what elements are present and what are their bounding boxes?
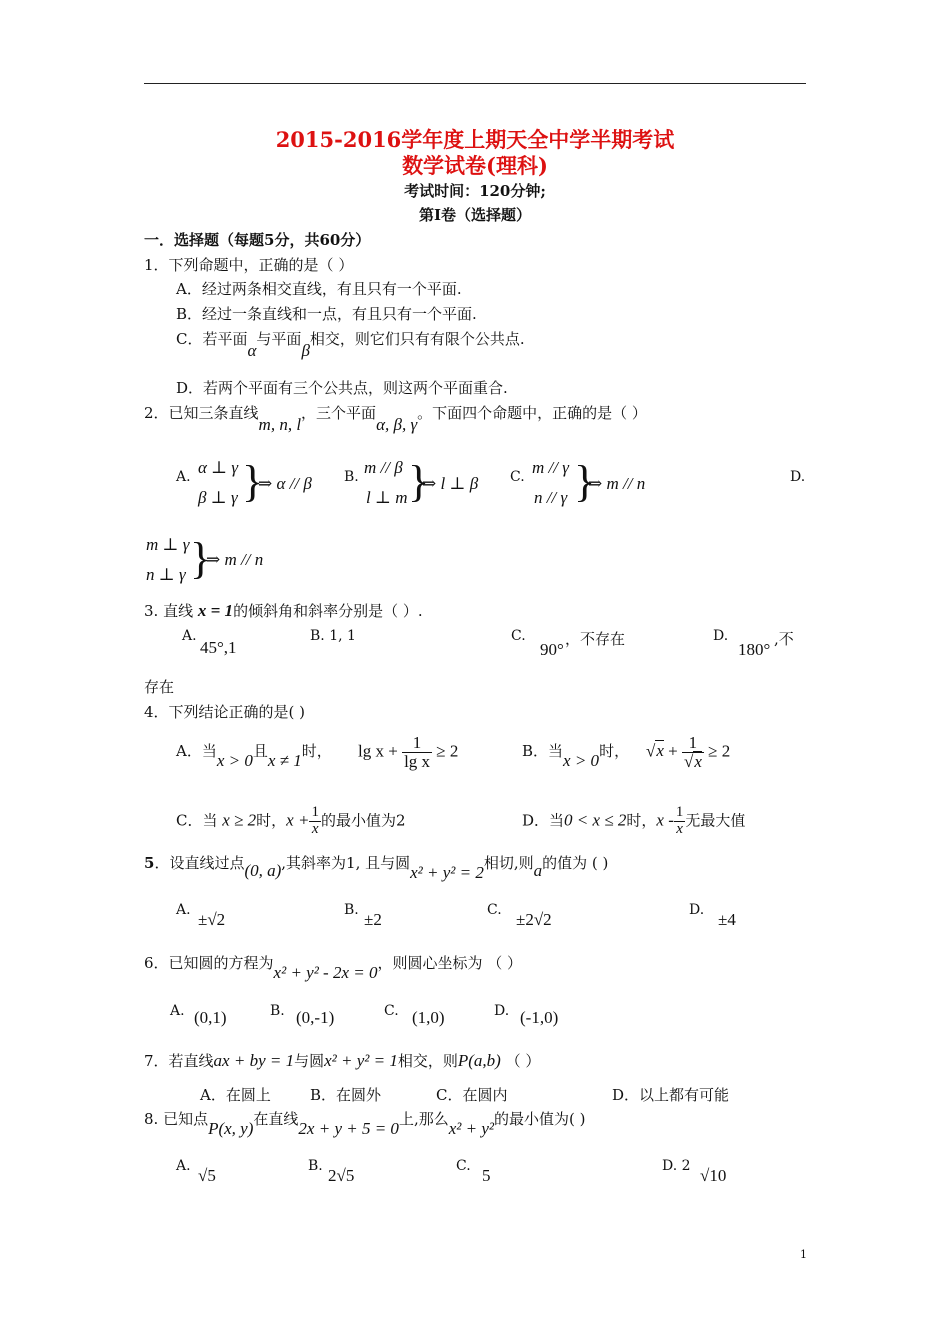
q6-b-label: B. xyxy=(270,1003,285,1019)
q1-option-a: A．经过两条相交直线，有且只有一个平面. xyxy=(176,280,462,298)
q3-a-value: 45°,1 xyxy=(200,638,237,657)
q8-c-label: C. xyxy=(456,1158,471,1174)
q1-stem: 1．下列命题中，正确的是（ ） xyxy=(144,256,354,274)
q6-a-label: A. xyxy=(170,1003,185,1019)
q2-a-result: ⇒ α // β xyxy=(258,474,312,493)
q7-option-a: A．在圆上 xyxy=(200,1086,271,1104)
q1-option-c: C．若平面α与平面β相交，则它们只有有限个公共点. xyxy=(176,330,525,360)
q1-option-d: D．若两个平面有三个公共点，则这两个平面重合. xyxy=(176,379,508,397)
q1-option-b: B．经过一条直线和一点，有且只有一个平面. xyxy=(176,305,477,323)
q5-a-label: A. xyxy=(176,902,191,918)
q7-option-c: C．在圆内 xyxy=(436,1086,508,1104)
q2-d-brace: } xyxy=(190,534,212,583)
q2-a-brace: } xyxy=(242,457,264,506)
q2-c-top: m // γ xyxy=(532,458,569,477)
q7-option-d: D．以上都有可能 xyxy=(612,1086,730,1104)
q8-b-value: 2√5 xyxy=(328,1166,355,1185)
q7-option-b: B．在圆外 xyxy=(310,1086,382,1104)
section-heading: 一．选择题（每题5分，共60分） xyxy=(144,231,371,249)
q6-b-value: (0,-1) xyxy=(296,1008,335,1027)
q3-d-label: D. xyxy=(713,628,729,644)
q2-a-top: α ⊥ γ xyxy=(198,458,239,477)
exam-time: 考试时间：120分钟; xyxy=(404,182,546,200)
q2-d-result: ⇒ m // n xyxy=(206,550,264,569)
q8-a-value: √5 xyxy=(198,1166,216,1185)
q2-b-label: B. xyxy=(344,469,359,485)
exam-title: 2015-2016学年度上期天全中学半期考试 xyxy=(275,127,675,152)
q5-a-value: ±√2 xyxy=(198,910,226,929)
header-rule xyxy=(144,83,806,84)
q2-d-label: D. xyxy=(790,469,806,485)
q3-c-text: ，不存在 xyxy=(565,630,626,648)
q4-option-d: D．当0 < x ≤ 2时，x - $\frac{1}{x}$ 无最大值 xyxy=(522,804,746,837)
q6-stem: 6．已知圆的方程为x² + y² - 2x = 0，则圆心坐标为 （ ） xyxy=(144,954,523,982)
q2-c-label: C. xyxy=(510,469,525,485)
q4-option-b: B．当x > 0时， xyxy=(522,742,630,770)
q2-c-brace: } xyxy=(574,457,596,506)
q5-c-value: ±2√2 xyxy=(516,910,552,929)
q2-a-bottom: β ⊥ γ xyxy=(198,488,238,507)
q4-option-c: C．当 x ≥ 2时，x + $\frac{1}{x}$ 的最小值为2 xyxy=(176,804,406,837)
q8-c-value: 5 xyxy=(482,1166,491,1185)
q2-b-brace: } xyxy=(408,457,430,506)
q3-stem: 3. 直线 x = 1的倾斜角和斜率分别是（ ）. xyxy=(144,601,423,620)
q5-stem: 5．设直线过点(0, a),其斜率为1, 且与圆x² + y² = 2相切,则a的值为 ( ) xyxy=(144,854,609,882)
q5-d-value: ±4 xyxy=(718,910,736,929)
q6-c-label: C. xyxy=(384,1003,399,1019)
q3-d-value: 180° xyxy=(738,640,771,659)
q2-c-bottom: n // γ xyxy=(534,488,568,507)
page-number: 1 xyxy=(800,1248,807,1261)
q8-d-label: D. 2 xyxy=(662,1158,691,1174)
q2-d-top: m ⊥ γ xyxy=(146,535,190,554)
q7-stem: 7．若直线ax + by = 1与圆x² + y² = 1相交，则P(a,b) （ ） xyxy=(144,1051,541,1070)
exam-subtitle: 数学试卷(理科) xyxy=(402,153,548,178)
volume-label: 第I卷（选择题） xyxy=(418,206,532,224)
q6-d-label: D. xyxy=(494,1003,510,1019)
q8-d-value: √10 xyxy=(700,1166,727,1185)
q6-d-value: (-1,0) xyxy=(520,1008,559,1027)
q5-b-value: ±2 xyxy=(364,910,382,929)
q2-b-bottom: l ⊥ m xyxy=(366,488,408,507)
q4-stem: 4．下列结论正确的是( ) xyxy=(144,703,306,721)
q3-d-text: ,不 xyxy=(774,630,794,648)
q2-c-result: ⇒ m // n xyxy=(588,474,646,493)
q4-option-a: A．当x > 0且x ≠ 1时， xyxy=(176,742,332,770)
q2-a-label: A. xyxy=(176,469,191,485)
q2-b-top: m // β xyxy=(364,458,403,477)
q5-d-label: D. xyxy=(689,902,705,918)
q8-a-label: A. xyxy=(176,1158,191,1174)
q4-a-expression: lg x + $\frac{1}{\text{lg x}}$ ≥ 2 xyxy=(358,733,459,771)
q5-b-label: B. xyxy=(344,902,359,918)
q3-wrap-text: 存在 xyxy=(144,678,175,696)
q2-d-bottom: n ⊥ γ xyxy=(146,565,186,584)
q5-c-label: C. xyxy=(487,902,502,918)
q6-a-value: (0,1) xyxy=(194,1008,227,1027)
q3-option-b: B. 1, 1 xyxy=(310,628,356,644)
q3-a-label: A. xyxy=(182,628,197,644)
q4-b-expression: √x + $\frac{1}{√x}$ ≥ 2 xyxy=(646,733,731,771)
q2-stem: 2．已知三条直线m, n, l，三个平面α, β, γ。下面四个命题中，正确的是（ ） xyxy=(144,404,647,434)
q2-b-result: ⇒ l ⊥ β xyxy=(422,474,479,493)
q3-c-value: 90° xyxy=(540,640,564,659)
q8-stem: 8. 已知点P(x, y)在直线2x + y + 5 = 0上,那么x² + y²的最小值为( ) xyxy=(144,1110,586,1138)
q8-b-label: B. xyxy=(308,1158,323,1174)
q3-c-label: C. xyxy=(511,628,526,644)
q6-c-value: (1,0) xyxy=(412,1008,445,1027)
